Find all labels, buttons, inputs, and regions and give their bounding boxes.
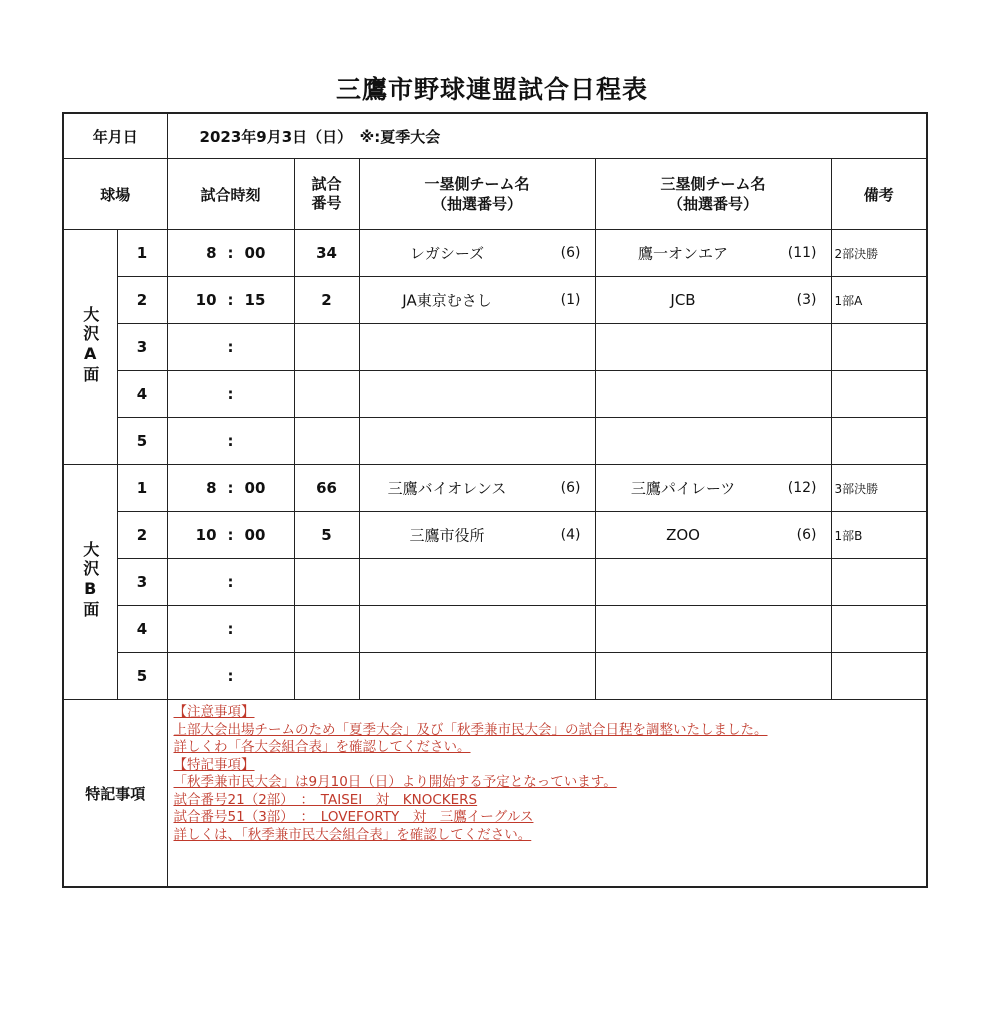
special-notes-line: 詳しくわ「各大会組合表」を確認してください。 (173, 739, 471, 755)
remarks-note (831, 559, 927, 606)
game-number (294, 324, 359, 371)
remarks-note: 1部B (831, 512, 927, 559)
header-remarks: 備考 (831, 159, 927, 230)
game-number (294, 559, 359, 606)
game-time-minute: 00 (244, 244, 266, 262)
date-label: 年月日 (63, 113, 167, 159)
special-notes-line: 試合番号21（2部） ： TAISEI 対 KNOCKERS (173, 791, 478, 808)
game-number (294, 418, 359, 465)
game-time-hour: 8 (206, 479, 217, 497)
row-number: 4 (117, 606, 167, 653)
game-time (167, 465, 294, 512)
row-number: 5 (117, 653, 167, 700)
row-number: 3 (117, 324, 167, 371)
date-value: 2023年9月3日（日） ※:夏季大会 (167, 113, 927, 159)
first-base-lot-number: (4) (560, 527, 581, 543)
game-time (167, 559, 294, 606)
game-time-minute: 00 (244, 526, 266, 544)
game-time-colon: : (227, 667, 234, 685)
remarks-note (831, 418, 927, 465)
game-time (167, 606, 294, 653)
table-row (63, 653, 927, 700)
game-number (294, 606, 359, 653)
game-time-colon: : (227, 291, 234, 309)
remarks-note (831, 606, 927, 653)
remarks-note (831, 324, 927, 371)
first-base-lot-number: (6) (560, 480, 581, 496)
first-base-team (359, 653, 595, 700)
third-base-team (595, 371, 831, 418)
special-notes-line: 【特記事項】 (173, 756, 255, 773)
first-base-team (359, 277, 595, 324)
first-base-team (359, 512, 595, 559)
third-base-team (595, 230, 831, 277)
third-base-team-name: JCB (670, 291, 696, 309)
third-base-team (595, 465, 831, 512)
special-notes-label: 特記事項 (63, 700, 167, 888)
header-game-no: 試合 番号 (294, 159, 359, 230)
third-base-lot-number: (3) (796, 292, 817, 308)
header-third-base-team: 三塁側チーム名 （抽選番号） (595, 159, 831, 230)
game-number (294, 653, 359, 700)
third-base-team (595, 653, 831, 700)
date-row (63, 113, 927, 159)
special-notes-content (167, 700, 927, 888)
table-row (63, 371, 927, 418)
third-base-team-name: 三鷹パイレーツ (630, 479, 736, 498)
first-base-team (359, 418, 595, 465)
venue-label: 大沢A面 (80, 305, 100, 385)
game-time (167, 277, 294, 324)
table-row (63, 418, 927, 465)
venue-name (63, 230, 117, 465)
row-number: 1 (117, 465, 167, 512)
first-base-team (359, 230, 595, 277)
first-base-lot-number: (1) (560, 292, 581, 308)
special-notes-row (63, 700, 927, 888)
table-row (63, 606, 927, 653)
game-time-colon: : (227, 338, 234, 356)
special-notes-line: 「秋季兼市民大会」は9月10日（日）より開始する予定となっています。 (173, 774, 617, 790)
game-time-colon: : (227, 244, 234, 262)
remarks-note (831, 653, 927, 700)
venue-name (63, 465, 117, 700)
row-number: 5 (117, 418, 167, 465)
game-time (167, 324, 294, 371)
game-number: 66 (294, 465, 359, 512)
header-time: 試合時刻 (167, 159, 294, 230)
game-time-hour: 10 (195, 291, 217, 309)
game-time-colon: : (227, 385, 234, 403)
header-row (63, 159, 927, 230)
third-base-team (595, 277, 831, 324)
game-time (167, 653, 294, 700)
remarks-note: 2部決勝 (831, 230, 927, 277)
first-base-lot-number: (6) (560, 245, 581, 261)
special-notes-line: 上部大会出場チームのため「夏季大会」及び「秋季兼市民大会」の試合日程を調整いたしました。 (173, 721, 768, 738)
game-time-colon: : (227, 526, 234, 544)
game-time-colon: : (227, 479, 234, 497)
first-base-team-name: 三鷹市役所 (409, 526, 485, 545)
third-base-team (595, 324, 831, 371)
game-time-colon: : (227, 620, 234, 638)
remarks-note (831, 371, 927, 418)
game-time-minute: 00 (244, 479, 266, 497)
game-number: 34 (294, 230, 359, 277)
first-base-team (359, 371, 595, 418)
table-row (63, 230, 927, 277)
game-time (167, 371, 294, 418)
first-base-team (359, 606, 595, 653)
third-base-team (595, 418, 831, 465)
page-title: 三鷹市野球連盟試合日程表 (335, 75, 648, 104)
game-time-colon: : (227, 573, 234, 591)
third-base-lot-number: (12) (787, 480, 817, 496)
third-base-team (595, 606, 831, 653)
first-base-team-name: レガシーズ (409, 244, 485, 263)
table-row (63, 277, 927, 324)
row-number: 2 (117, 277, 167, 324)
first-base-team-name: JA東京むさし (402, 291, 492, 310)
schedule-table (62, 112, 928, 888)
game-time (167, 230, 294, 277)
first-base-team (359, 324, 595, 371)
game-time-colon: : (227, 432, 234, 450)
first-base-team (359, 559, 595, 606)
game-time-hour: 10 (195, 526, 217, 544)
row-number: 1 (117, 230, 167, 277)
first-base-team-name: 三鷹バイオレンス (387, 479, 507, 498)
table-row (63, 465, 927, 512)
table-row (63, 559, 927, 606)
third-base-team-name: ZOO (666, 526, 700, 544)
row-number: 2 (117, 512, 167, 559)
third-base-team (595, 512, 831, 559)
table-row (63, 512, 927, 559)
game-number: 5 (294, 512, 359, 559)
header-first-base-team: 一塁側チーム名 （抽選番号） (359, 159, 595, 230)
remarks-note: 3部決勝 (831, 465, 927, 512)
remarks-note: 1部A (831, 277, 927, 324)
row-number: 4 (117, 371, 167, 418)
game-time-minute: 15 (244, 291, 266, 309)
special-notes-line: 詳しくは、「秋季兼市民大会組合表」を確認してください。 (173, 826, 532, 843)
third-base-team-name: 鷹一オンエア (638, 244, 729, 263)
third-base-team (595, 559, 831, 606)
game-time (167, 512, 294, 559)
game-time-hour: 8 (206, 244, 217, 262)
special-notes-line: 試合番号51（3部） ： LOVEFORTY 対 三鷹イーグルス (173, 809, 534, 825)
first-base-team (359, 465, 595, 512)
game-time (167, 418, 294, 465)
table-row (63, 324, 927, 371)
venue-label: 大沢B面 (80, 540, 100, 620)
row-number: 3 (117, 559, 167, 606)
game-number: 2 (294, 277, 359, 324)
game-number (294, 371, 359, 418)
special-notes-line: 【注意事項】 (173, 704, 255, 720)
third-base-lot-number: (11) (787, 245, 817, 261)
header-venue: 球場 (63, 159, 167, 230)
third-base-lot-number: (6) (796, 527, 817, 543)
